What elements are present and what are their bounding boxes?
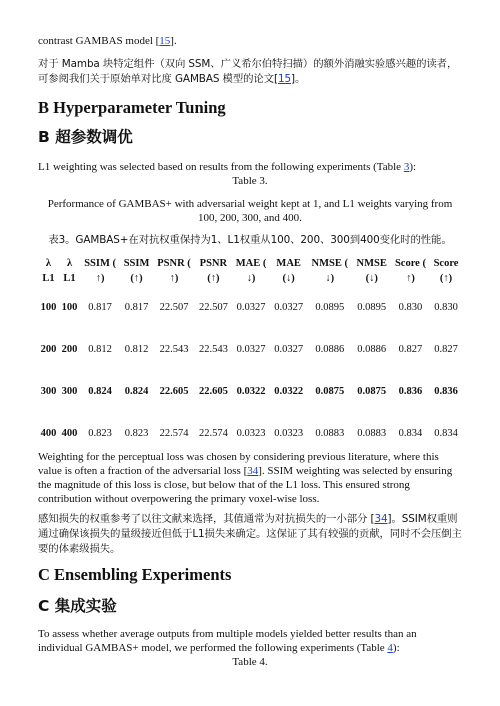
table-cell: 22.507	[159, 301, 189, 313]
table-cell: 0.0322	[236, 385, 266, 397]
table-cell: 0.0883	[357, 427, 387, 439]
col-nmse-a: NMSE ( ↓)	[311, 258, 348, 284]
table-cell: 0.0327	[274, 343, 304, 355]
table-cell: 0.836	[434, 385, 458, 397]
table-cell: 200	[61, 343, 78, 355]
col-ssim-b: SSIM (↑)	[123, 258, 150, 284]
section-b-heading-zh: B 超参数调优	[38, 128, 133, 146]
table-3-link[interactable]: 3	[403, 161, 410, 173]
table-row-300-best	[38, 370, 462, 412]
table-4-label: Table 4.	[232, 656, 268, 668]
table-cell: 0.0895	[357, 301, 387, 313]
section-c-lead-text: To assess whether average outputs from multiple models yielded better results than an individual GAMBAS+ model, we performed the following experiments (Table	[38, 628, 417, 654]
table-3	[38, 256, 462, 454]
col-ssim-a: SSIM ( ↑)	[84, 258, 116, 284]
intro-zh-end: ]。	[290, 73, 306, 85]
perceptual-en-rest: ]. SSIM weighting was selected by ensuring the magnitude of this loss is close, but below that of the L1 loss. This ensured strong contribution without overpowering the primary voxel-wise loss.	[38, 465, 453, 505]
table-cell: 0.0886	[357, 343, 387, 355]
intro-en-end: ].	[170, 35, 177, 47]
table-cell: 0.0323	[236, 427, 266, 439]
table-cell: 0.824	[88, 385, 112, 397]
table-cell: 0.834	[434, 427, 458, 439]
section-c-lead-end: ):	[392, 642, 400, 654]
section-b-heading: B Hyperparameter Tuning	[38, 98, 226, 117]
table-cell: 22.543	[198, 343, 228, 355]
citation-link-34[interactable]: 34	[247, 465, 259, 477]
table-row-200	[38, 328, 462, 370]
table-cell: 0.823	[88, 427, 112, 439]
col-lambda-b: λ L1	[63, 258, 76, 284]
table-cell: 0.812	[124, 343, 149, 355]
table-cell: 0.824	[124, 385, 149, 397]
table-cell: 0.827	[434, 343, 458, 355]
table-cell: 0.817	[88, 301, 112, 313]
col-lambda-a: λ L1	[42, 258, 55, 284]
section-b-lead-text: L1 weighting was selected based on results from the following experiments (Table	[38, 161, 404, 173]
intro-en-fragment	[38, 34, 462, 48]
intro-en-text: contrast GAMBAS model [	[38, 35, 160, 47]
table-cell: 400	[61, 427, 78, 439]
table-cell: 300	[61, 385, 78, 397]
table-3-caption-zh: 表3。GAMBAS+在对抗权重保持为1、L1权重从100、200、300到400变化时的性能。	[48, 234, 452, 246]
section-c-heading: C Ensembling Experiments	[38, 565, 232, 584]
table-cell: 0.836	[398, 385, 423, 397]
table-cell: 0.0327	[236, 343, 266, 355]
section-c-lead	[38, 627, 462, 655]
perceptual-zh-text: 感知损失的权重参考了以往文献来选择，其值通常为对抗损失的一小部分 [	[38, 513, 375, 525]
section-b-lead	[38, 160, 462, 174]
table-cell: 0.0322	[274, 385, 304, 397]
table-3-label: Table 3.	[232, 175, 268, 187]
table-cell: 0.0327	[274, 301, 304, 313]
col-nmse-b: NMSE (↓)	[356, 258, 387, 284]
citation-link-34-zh[interactable]: 34	[374, 513, 388, 525]
table-cell: 0.0886	[315, 343, 345, 355]
table-cell: 22.605	[198, 385, 228, 397]
table-cell: 100	[61, 301, 78, 313]
col-mae-b: MAE (↓)	[276, 258, 301, 284]
perceptual-zh-rest: ]。SSIM权重则通过确保该损失的量级接近但低于L1损失来确定。这保证了其有较强的贡献，同时不会压倒主要的体素级损失。	[38, 513, 462, 555]
table-header-row	[38, 256, 462, 286]
perceptual-en-paragraph	[38, 450, 462, 506]
table-cell: 200	[40, 343, 57, 355]
table-row-400	[38, 412, 462, 454]
perceptual-zh-paragraph	[38, 512, 462, 557]
table-cell: 0.827	[398, 343, 423, 355]
perceptual-en-text: Weighting for the perceptual loss was chosen by considering previous literature, where this value is often a fraction of the adversarial loss [	[38, 451, 439, 477]
table-cell: 100	[40, 301, 57, 313]
intro-zh-text: 对于 Mamba 块特定组件（双向 SSM、广义希尔伯特扫描）的额外消融实验感兴趣的读者，可参阅我们关于原始单对比度 GAMBAS 模型的论文[	[38, 58, 458, 85]
table-cell: 22.543	[159, 343, 189, 355]
table-cell: 0.0323	[274, 427, 304, 439]
table-cell: 0.0895	[315, 301, 345, 313]
table-cell: 300	[40, 385, 57, 397]
col-mae-a: MAE ( ↓)	[235, 258, 267, 284]
citation-link-15[interactable]: 15	[159, 35, 171, 47]
table-cell: 0.0875	[357, 385, 387, 397]
table-3-caption: Performance of GAMBAS+ with adversarial weight kept at 1, and L1 weights varying from 100, 200, 300, and 400.	[47, 198, 453, 224]
table-cell: 0.817	[124, 301, 149, 313]
section-b-lead-end: ):	[409, 161, 417, 173]
table-cell: 0.834	[398, 427, 423, 439]
table-cell: 22.507	[198, 301, 228, 313]
col-score-b: Score (↑)	[433, 258, 459, 284]
table-cell: 0.812	[88, 343, 112, 355]
table-row-100	[38, 286, 462, 328]
table-cell: 0.830	[398, 301, 423, 313]
table-cell: 0.0883	[315, 427, 345, 439]
section-c-heading-zh: C 集成实验	[38, 597, 117, 615]
col-psnr-a: PSNR ( ↑)	[157, 258, 191, 284]
table-cell: 400	[40, 427, 57, 439]
table-4-link[interactable]: 4	[387, 642, 393, 654]
table-cell: 22.574	[159, 427, 189, 439]
table-cell: 0.823	[124, 427, 149, 439]
citation-link-15-zh[interactable]: 15	[277, 73, 291, 85]
col-score-a: Score ( ↑)	[394, 258, 426, 284]
intro-zh-paragraph	[38, 57, 462, 87]
table-cell: 0.0327	[236, 301, 266, 313]
table-cell: 0.0875	[315, 385, 345, 397]
table-cell: 22.574	[198, 427, 228, 439]
table-cell: 22.605	[159, 385, 189, 397]
col-psnr-b: PSNR (↑)	[199, 258, 228, 284]
table-cell: 0.830	[434, 301, 458, 313]
